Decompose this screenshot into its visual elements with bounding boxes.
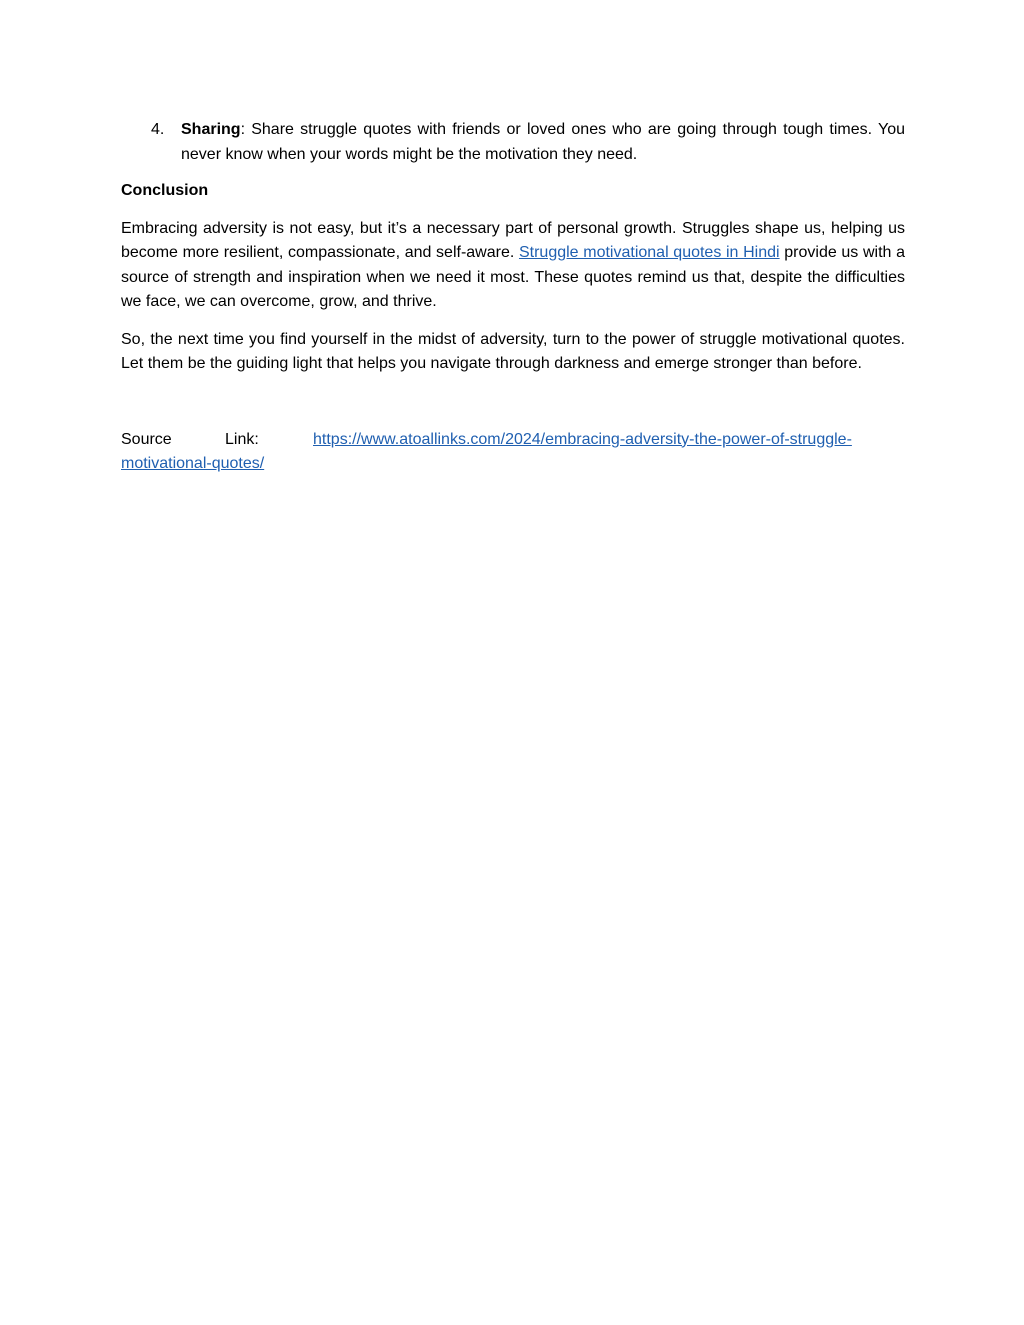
hindi-quotes-link[interactable]: Struggle motivational quotes in Hindi	[518, 244, 780, 261]
conclusion-paragraph-1	[121, 217, 905, 315]
paragraph-text-after-link: provide us with a source of strength and inspiration when we need it most. These quotes remind us that, despite the difficulties we face, we can overcome, grow, and thrive.	[121, 244, 905, 310]
paragraph-text-before-link: Embracing adversity is not easy, but it’s a necessary part of personal growth. Struggles shape us, helping us become more resilient, compassionate, and self-aware.	[121, 219, 905, 261]
source-line	[121, 428, 905, 477]
list-item-text	[181, 118, 905, 167]
source-url-link[interactable]: https://www.atoallinks.com/2024/embracing-adversity-the-power-of-struggle-motivational-quotes/	[121, 430, 852, 472]
link-label-word: Link:	[225, 430, 259, 448]
page-content	[121, 118, 905, 490]
list-item-description: : Share struggle quotes with friends or loved ones who are going through tough times. You never know when your words might be the motivation they need.	[181, 121, 905, 163]
conclusion-heading: Conclusion	[121, 182, 209, 199]
list-item-sharing	[121, 118, 905, 167]
list-number: 4.	[151, 121, 165, 138]
list-item-term: Sharing	[181, 121, 241, 138]
conclusion-paragraph-2: So, the next time you find yourself in the midst of adversity, turn to the power of struggle motivational quotes. Let them be the guiding light that helps you navigate through darkness and emerge stronger than before.	[121, 330, 905, 372]
source-label-word: Source	[121, 430, 172, 448]
